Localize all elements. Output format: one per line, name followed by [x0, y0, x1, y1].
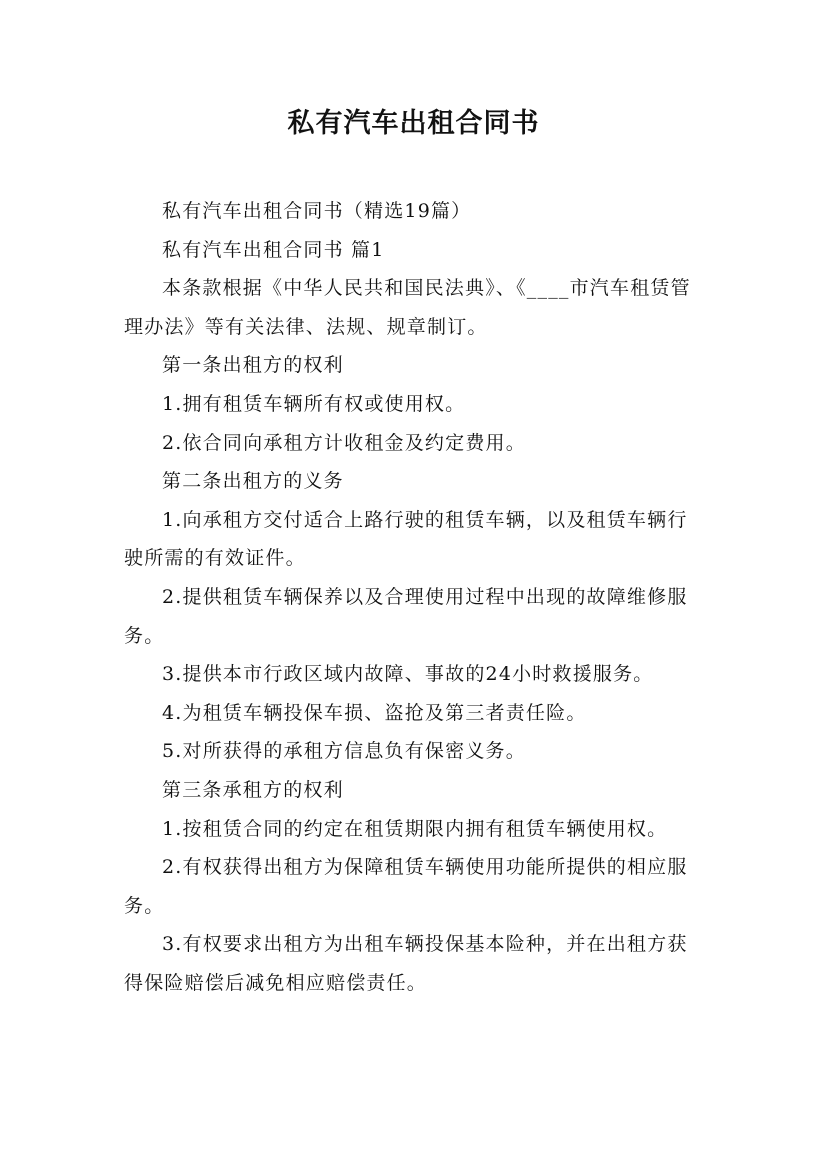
- paragraph: 3.有权要求出租方为出租车辆投保基本险种，并在出租方获得保险赔偿后减免相应赔偿责任。: [124, 933, 688, 994]
- paragraph: 2.依合同向承租方计收租金及约定费用。: [162, 431, 526, 454]
- paragraph: 2.提供租赁车辆保养以及合理使用过程中出现的故障维修服务。: [124, 585, 688, 647]
- paragraph: 5.对所获得的承租方信息负有保密义务。: [162, 740, 526, 763]
- document-title: 私有汽车出租合同书: [287, 108, 540, 139]
- paragraph: 1.向承租方交付适合上路行驶的租赁车辆，以及租赁车辆行驶所需的有效证件。: [124, 508, 688, 570]
- paragraph: 1.拥有租赁车辆所有权或使用权。: [162, 392, 466, 415]
- section-heading: 第二条出租方的义务: [162, 470, 344, 493]
- section-heading: 第一条出租方的权利: [162, 354, 344, 377]
- paragraph: 1.按租赁合同的约定在租赁期限内拥有租赁车辆使用权。: [162, 817, 668, 840]
- paragraph: 3.提供本市行政区域内故障、事故的24小时救援服务。: [162, 663, 654, 686]
- paragraph: 4.为租赁车辆投保车损、盗抢及第三者责任险。: [162, 701, 587, 724]
- paragraph: 私有汽车出租合同书（精选19篇）: [162, 200, 472, 222]
- paragraph: 2.有权获得出租方为保障租赁车辆使用功能所提供的相应服务。: [124, 856, 688, 917]
- paragraph: 本条款根据《中华人民共和国民法典》、《____市汽车租赁管理办法》等有关法律、法规、规章制订。: [124, 277, 691, 338]
- section-heading: 第三条承租方的权利: [162, 778, 344, 801]
- document-body: [124, 192, 704, 1002]
- paragraph: 私有汽车出租合同书 篇1: [162, 238, 385, 261]
